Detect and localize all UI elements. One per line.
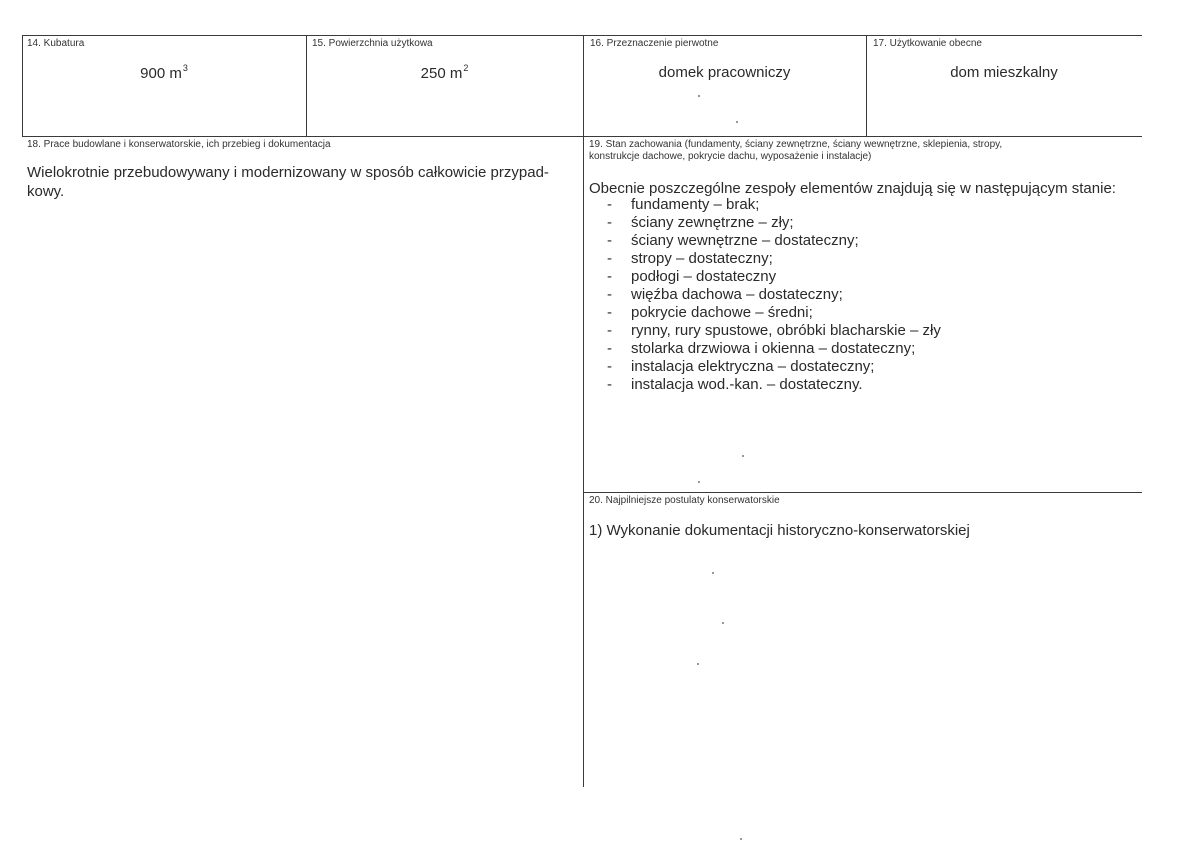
list-item: - stolarka drzwiowa i okienna – dostateczny; — [589, 340, 1129, 358]
list-item: - ściany wewnętrzne – dostateczny; — [589, 232, 1129, 250]
field-14-label: 14. Kubatura — [27, 38, 85, 49]
field-14-exponent: 3 — [182, 63, 188, 73]
column-divider-1 — [306, 35, 307, 136]
scan-speck — [736, 121, 738, 123]
scan-speck — [740, 838, 742, 840]
field-19-label-line2: konstrukcje dachowe, pokrycie dachu, wyposażenie i instalacje) — [589, 151, 872, 162]
list-item: - stropy – dostateczny; — [589, 250, 1129, 268]
scan-speck — [697, 663, 699, 665]
section-20-divider-line — [583, 492, 1142, 493]
field-19-label-line1: 19. Stan zachowania (fundamenty, ściany zewnętrzne, ściany wewnętrzne, sklepienia, stropy, — [589, 139, 1003, 150]
field-18-text-line1: Wielokrotnie przebudowywany i modernizowany w sposób całkowicie przypad- — [27, 164, 549, 181]
field-15-exponent: 2 — [463, 63, 469, 73]
condition-list — [589, 196, 1129, 394]
list-item: - fundamenty – brak; — [589, 196, 1129, 214]
scan-speck — [722, 622, 724, 624]
list-item: - podłogi – dostateczny — [589, 268, 1129, 286]
column-divider-center — [583, 35, 584, 787]
row-divider-line — [22, 136, 1142, 137]
field-19-label — [589, 139, 1069, 163]
list-item: - więźba dachowa – dostateczny; — [589, 286, 1129, 304]
scan-speck — [698, 95, 700, 97]
field-19-intro: Obecnie poszczególne zespoły elementów znajdują się w następującym stanie: — [589, 180, 1116, 197]
list-item: - instalacja elektryczna – dostateczny; — [589, 358, 1129, 376]
field-18-label: 18. Prace budowlane i konserwatorskie, ich przebieg i dokumentacja — [27, 139, 331, 150]
field-18-text — [27, 163, 577, 201]
list-item: - ściany zewnętrzne – zły; — [589, 214, 1129, 232]
field-16-label: 16. Przeznaczenie pierwotne — [590, 38, 719, 49]
scan-speck — [712, 572, 714, 574]
list-item: - pokrycie dachowe – średni; — [589, 304, 1129, 322]
field-16-value: domek pracowniczy — [658, 64, 791, 81]
field-15-value-text: 250 m — [420, 65, 463, 82]
top-border-line — [22, 35, 1142, 36]
field-18-text-line2: kowy. — [27, 183, 65, 200]
field-20-text: 1) Wykonanie dokumentacji historyczno-konserwatorskiej — [589, 522, 970, 539]
field-15-value — [306, 63, 583, 82]
field-14-value-text: 900 m — [140, 65, 182, 82]
field-15-label: 15. Powierzchnia użytkowa — [312, 38, 433, 49]
field-20-label: 20. Najpilniejsze postulaty konserwatorskie — [589, 495, 780, 506]
column-divider-3 — [866, 35, 867, 136]
list-item: - rynny, rury spustowe, obróbki blacharskie – zły — [589, 322, 1129, 340]
scan-speck — [698, 481, 700, 483]
field-17-value: dom mieszkalny — [950, 64, 1058, 81]
list-item: - instalacja wod.-kan. – dostateczny. — [589, 376, 1129, 394]
field-17-label: 17. Użytkowanie obecne — [873, 38, 982, 49]
field-14-value — [22, 63, 306, 82]
scan-speck — [742, 455, 744, 457]
left-border-line — [22, 35, 23, 136]
